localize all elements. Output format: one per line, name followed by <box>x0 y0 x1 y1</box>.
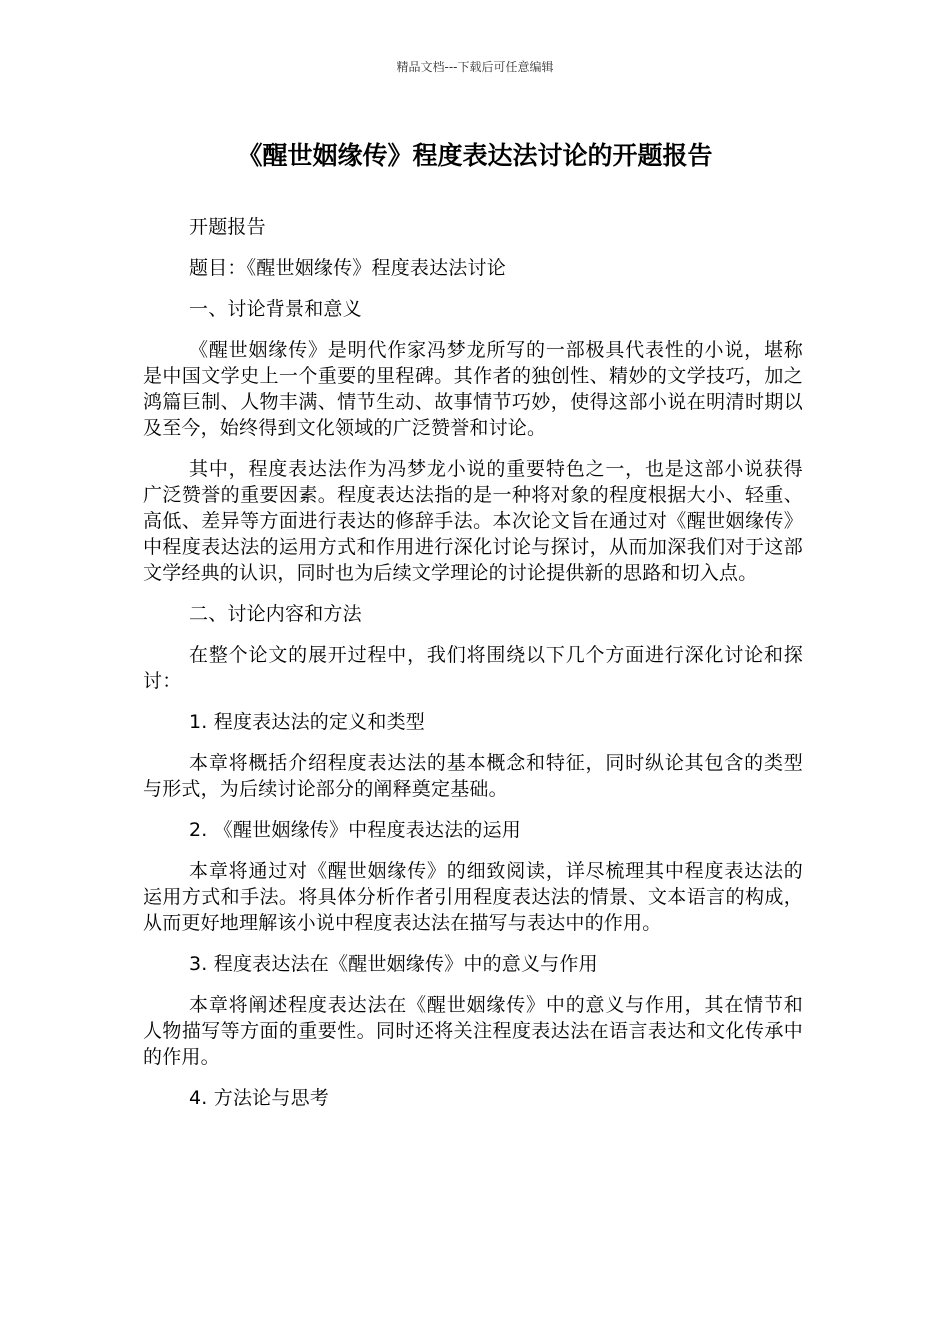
section-heading-background: 一、讨论背景和意义 <box>189 298 362 320</box>
paragraph-topic: 题目：《醒世姻缘传》程度表达法讨论 <box>189 257 506 279</box>
paragraph-significance: 本章将阐述程度表达法在《醒世姻缘传》中的意义与作用，其在情节和人物描写等方面的重要性。同时还将关注程度表达法在语言表达和文化传承中的作用。 <box>143 994 803 1068</box>
subheading-usage: 2. 《醒世姻缘传》中程度表达法的运用 <box>189 819 521 841</box>
paragraph-report-label: 开题报告 <box>189 216 266 238</box>
paragraph-background-1: 《醒世姻缘传》是明代作家冯梦龙所写的一部极具代表性的小说，堪称是中国文学史上一个重要的里程碑。其作者的独创性、精妙的文学技巧，加之鸿篇巨制、人物丰满、情节生动、故事情节巧妙，使得这部小说在明清时期以及至今，始终得到文化领域的广泛赞誉和讨论。 <box>143 339 803 439</box>
subheading-significance: 3. 程度表达法在《醒世姻缘传》中的意义与作用 <box>189 953 598 975</box>
section-heading-content-method: 二、讨论内容和方法 <box>189 603 362 625</box>
document-body <box>143 214 803 1126</box>
paragraph-background-2: 其中，程度表达法作为冯梦龙小说的重要特色之一，也是这部小说获得广泛赞誉的重要因素。程度表达法指的是一种将对象的程度根据大小、轻重、高低、差异等方面进行表达的修辞手法。本次论文旨在通过对《醒世姻缘传》中程度表达法的运用方式和作用进行深化讨论与探讨，从而加深我们对于这部文学经典的认识，同时也为后续文学理论的讨论提供新的思路和切入点。 <box>143 458 803 584</box>
document-title: 《醒世姻缘传》程度表达法讨论的开题报告 <box>237 141 713 170</box>
subheading-definition-types: 1. 程度表达法的定义和类型 <box>189 711 425 733</box>
paragraph-usage: 本章将通过对《醒世姻缘传》的细致阅读，详尽梳理其中程度表达法的运用方式和手法。将具体分析作者引用程度表达法的情景、文本语言的构成，从而更好地理解该小说中程度表达法在描写与表达中的作用。 <box>143 860 803 934</box>
paragraph-definition-types: 本章将概括介绍程度表达法的基本概念和特征，同时纵论其包含的类型与形式，为后续讨论部分的阐释奠定基础。 <box>143 752 803 800</box>
page-header-note: 精品文档---下载后可任意编辑 <box>396 60 554 74</box>
subheading-methodology: 4. 方法论与思考 <box>189 1087 329 1109</box>
paragraph-content-intro: 在整个论文的展开过程中，我们将围绕以下几个方面进行深化讨论和探讨： <box>143 644 803 692</box>
